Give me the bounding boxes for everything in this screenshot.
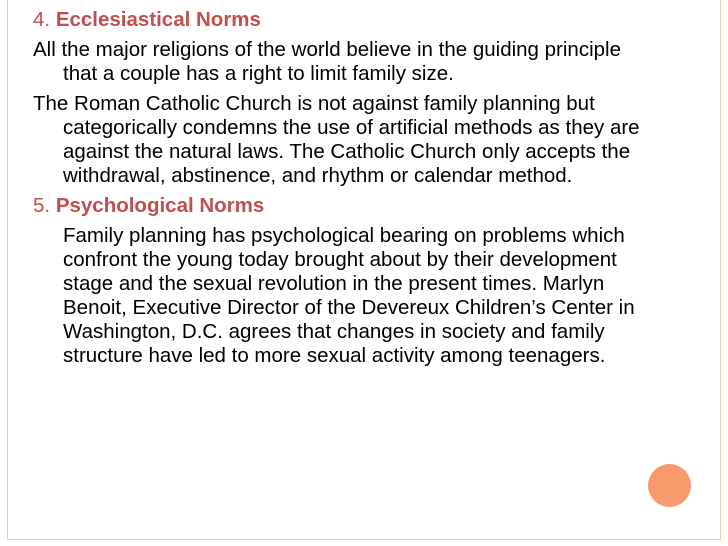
decorative-circle — [648, 464, 691, 507]
slide-content — [33, 8, 643, 374]
section-5-title: Psychological Norms — [55, 194, 265, 217]
section-5-heading — [33, 194, 643, 218]
section-4-heading — [33, 8, 643, 32]
paragraph-catholic-church: The Roman Catholic Church is not against family planning but categorically condemns the use of artificial methods as they are against the natural laws. The Catholic Church only accepts the withdrawal, abstinence, and rhythm or calendar method. — [33, 92, 640, 187]
section-4-number: 4. — [33, 8, 51, 31]
section-4-title: Ecclesiastical Norms — [55, 8, 261, 31]
paragraph-psychological: Family planning has psychological bearing on problems which confront the young today brought about by their development stage and the sexual revolution in the present times. Marlyn Benoit, Executive Director of the Devereux Children’s Center in Washington, D.C. agrees that changes in society and family structure have led to more sexual activity among teenagers. — [63, 224, 635, 367]
section-5-number: 5. — [33, 194, 51, 217]
paragraph-religions: All the major religions of the world believe in the guiding principle that a couple has a right to limit family size. — [33, 38, 621, 85]
